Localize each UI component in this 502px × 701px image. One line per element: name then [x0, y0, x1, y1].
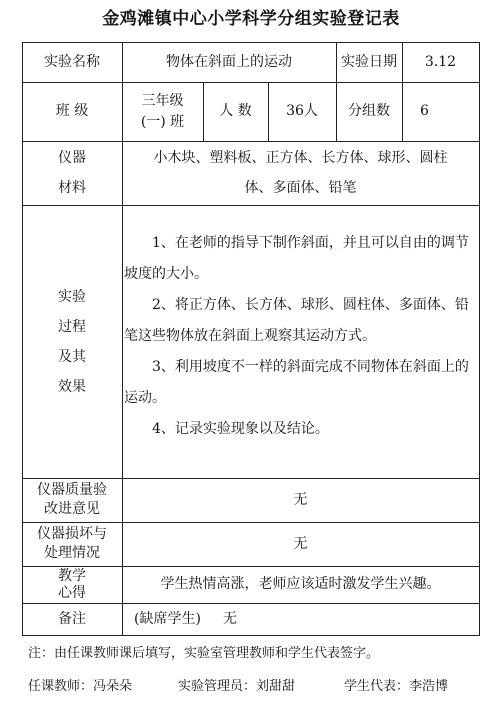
experiment-name-value: 物体在斜面上的运动	[166, 53, 292, 70]
process-step: 3、利用坡度不一样的斜面完成不同物体在斜面上的运动。	[124, 359, 469, 406]
experiment-date-label: 实验日期	[341, 53, 397, 70]
class-value	[122, 82, 203, 141]
process-step: 2、将正方体、长方体、球形、圆柱体、多面体、铅笔这些物体放在斜面上观察其运动方式。	[124, 297, 469, 344]
materials-value-line2: 体、多面体、铅笔	[244, 180, 357, 196]
materials-value	[122, 141, 479, 205]
manager-signature: 实验管理员：刘甜甜	[178, 679, 296, 694]
absent-students-value: 无	[222, 610, 237, 627]
student-count-value: 36人	[286, 103, 318, 119]
quality-opinion-label	[22, 478, 122, 522]
process-label	[22, 205, 122, 478]
damage-handling-label	[22, 522, 122, 566]
teacher-signature: 任课教师：冯朵朵	[28, 679, 133, 694]
materials-value-line1: 小木块、塑料板、正方体、长方体、球形、圆柱	[153, 150, 448, 166]
process-label-line3: 及其	[58, 348, 86, 365]
class-label: 班 级	[55, 103, 89, 119]
teaching-reflection-label-line1: 教学	[58, 567, 86, 584]
process-steps	[124, 228, 476, 445]
experiment-name-label: 实验名称	[44, 53, 100, 70]
process-label-line2: 过程	[58, 318, 86, 335]
teaching-reflection-label-line2: 心得	[58, 584, 86, 601]
teaching-reflection-value: 学生热情高涨，老师应该适时激发学生兴趣。	[160, 576, 441, 592]
damage-handling-value: 无	[293, 535, 308, 552]
materials-label-line2: 材料	[58, 180, 86, 196]
footnote: 注：由任课教师课后填写，实验室管理教师和学生代表签字。	[28, 646, 380, 661]
student-signature: 学生代表：李浩博	[344, 679, 449, 694]
group-count-label: 分组数	[348, 103, 390, 119]
damage-handling-label-line1: 仪器损坏与	[37, 526, 107, 542]
quality-opinion-label-line1: 仪器质量验	[37, 482, 107, 498]
quality-opinion-value: 无	[293, 491, 308, 508]
teaching-reflection-label	[22, 566, 122, 603]
remarks-label: 备注	[58, 610, 86, 627]
damage-handling-label-line2: 处理情况	[44, 545, 100, 561]
student-count-label: 人 数	[219, 103, 252, 119]
class-value-line2: (一) 班	[140, 113, 185, 130]
materials-label	[22, 141, 122, 205]
materials-label-line1: 仪器	[58, 150, 86, 166]
class-value-line1: 三年级	[141, 92, 184, 109]
page-title: 金鸡滩镇中心小学科学分组实验登记表	[102, 9, 400, 29]
experiment-date-value: 3.12	[424, 53, 457, 70]
quality-opinion-label-line2: 改进意见	[44, 501, 100, 517]
remarks-value	[122, 603, 479, 635]
group-count-value: 6	[420, 103, 429, 119]
process-label-line4: 效果	[58, 378, 86, 395]
process-label-line1: 实验	[58, 288, 86, 305]
process-step: 4、记录实验现象以及结论。	[152, 421, 329, 437]
absent-students-label: (缺席学生)	[134, 610, 201, 627]
process-step: 1、在老师的指导下制作斜面，并且可以自由的调节坡度的大小。	[124, 235, 469, 282]
